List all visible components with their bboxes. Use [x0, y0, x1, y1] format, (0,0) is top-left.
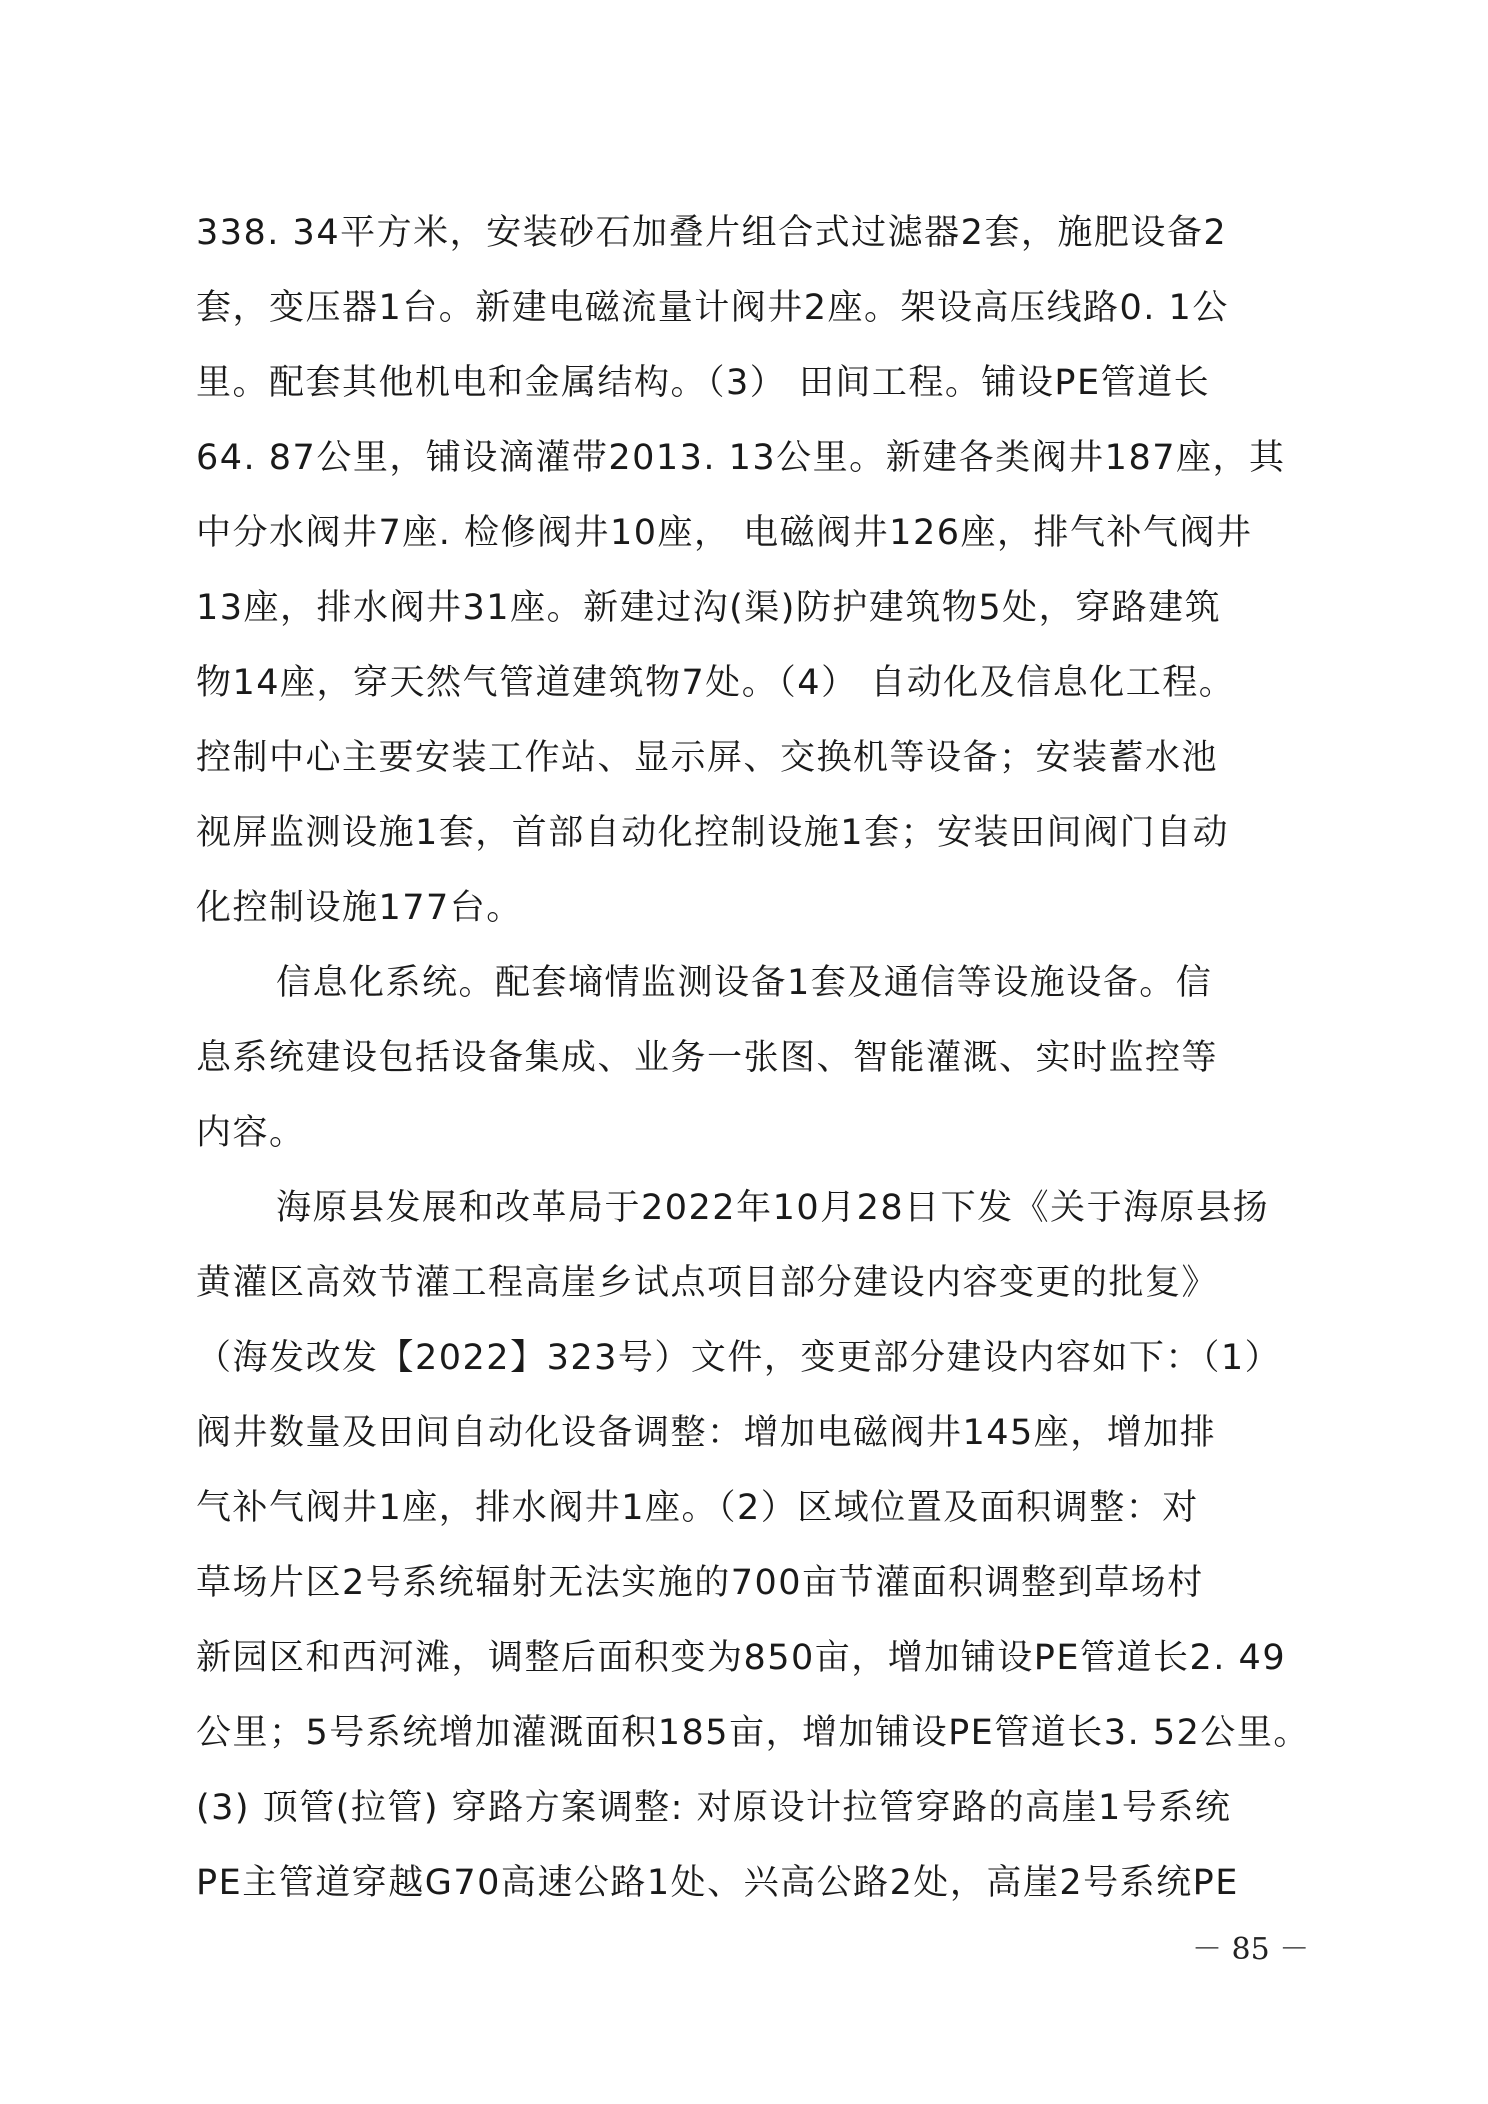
text-line: 气补气阀井1座，排水阀井1座。（2）区域位置及面积调整：对	[196, 1488, 1199, 1528]
text-line: 里。配套其他机电和金属结构。（3） 田间工程。铺设PE管道长	[196, 363, 1211, 403]
text-line: 黄灌区高效节灌工程高崖乡试点项目部分建设内容变更的批复》	[196, 1263, 1219, 1303]
text-line: （海发改发【2022】323号）文件，变更部分建设内容如下：（1）	[196, 1338, 1282, 1378]
text-line: 海原县发展和改革局于2022年10月28日下发《关于海原县扬	[276, 1188, 1270, 1228]
text-line: 化控制设施177台。	[196, 888, 523, 928]
paragraph-project-content	[196, 196, 1311, 946]
text-line: 13座，排水阀井31座。新建过沟(渠)防护建筑物5处，穿路建筑	[196, 588, 1222, 628]
text-line: (3) 顶管(拉管) 穿路方案调整: 对原设计拉管穿路的高崖1号系统	[196, 1788, 1232, 1828]
paragraph-information-system	[196, 946, 1311, 1171]
text-line: 信息化系统。配套墒情监测设备1套及通信等设施设备。信	[276, 963, 1213, 1003]
text-line: 套，变压器1台。新建电磁流量计阀井2座。架设高压线路0. 1公	[196, 288, 1229, 328]
body-text	[196, 196, 1311, 1921]
text-line: PE主管道穿越G70高速公路1处、兴高公路2处，高崖2号系统PE	[196, 1863, 1239, 1903]
text-line: 338. 34平方米，安装砂石加叠片组合式过滤器2套，施肥设备2	[196, 213, 1228, 253]
text-line: 物14座，穿天然气管道建筑物7处。（4） 自动化及信息化工程。	[196, 663, 1236, 703]
text-line: 64. 87公里，铺设滴灌带2013. 13公里。新建各类阀井187座，其	[196, 438, 1286, 478]
text-line: 控制中心主要安装工作站、显示屏、交换机等设备；安装蓄水池	[196, 738, 1219, 778]
text-line: 视屏监测设施1套，首部自动化控制设施1套；安装田间阀门自动	[196, 813, 1230, 853]
text-line: 中分水阀井7座. 检修阀井10座， 电磁阀井126座，排气补气阀井	[196, 513, 1253, 553]
paragraph-change-approval	[196, 1171, 1311, 1921]
text-line: 草场片区2号系统辐射无法实施的700亩节灌面积调整到草场村	[196, 1563, 1204, 1603]
text-line: 息系统建设包括设备集成、业务一张图、智能灌溉、实时监控等	[196, 1038, 1219, 1078]
text-line: 内容。	[196, 1113, 306, 1153]
text-line: 公里；5号系统增加灌溉面积185亩，增加铺设PE管道长3. 52公里。	[196, 1713, 1310, 1753]
text-line: 新园区和西河滩，调整后面积变为850亩，增加铺设PE管道长2. 49	[196, 1638, 1287, 1678]
page-number: － 85 －	[1192, 1932, 1310, 1967]
text-line: 阀井数量及田间自动化设备调整：增加电磁阀井145座，增加排	[196, 1413, 1217, 1453]
